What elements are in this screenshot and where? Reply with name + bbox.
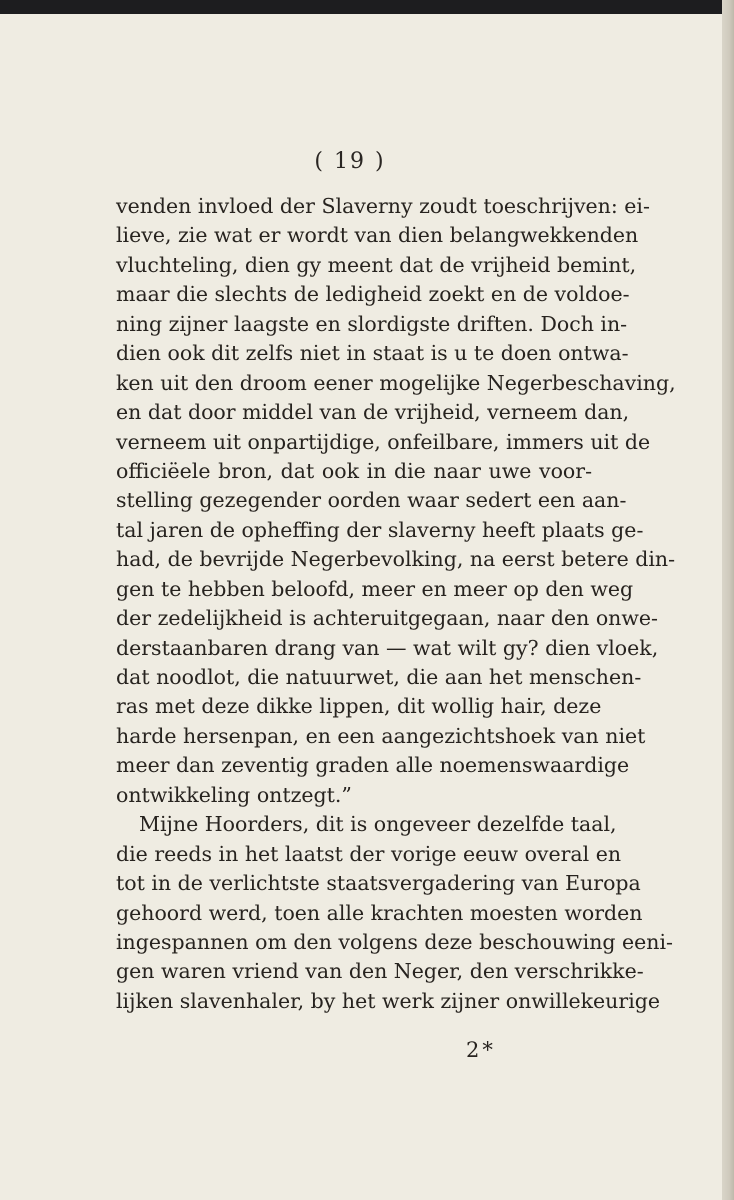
body-text <box>116 192 676 1016</box>
text-line: tot in de verlichtste staatsvergadering van Europa <box>116 871 641 896</box>
text-line: stelling gezegender oorden waar sedert een aan- <box>116 488 627 513</box>
text-line: ning zijner laagste en slordigste driften. Doch in- <box>116 311 628 336</box>
signature-mark: 2* <box>466 1038 496 1062</box>
text-line: en dat door middel van de vrijheid, verneem dan, <box>116 400 630 425</box>
text-line: gen waren vriend van den Neger, den verschrikke- <box>116 959 644 984</box>
text-line: vluchteling, dien gy meent dat de vrijheid bemint, <box>116 252 637 277</box>
text-line: gen te hebben beloofd, meer en meer op den weg <box>116 576 634 601</box>
text-line: ras met deze dikke lippen, dit wollig hair, deze <box>116 694 602 719</box>
text-line: gehoord werd, toen alle krachten moesten worden <box>116 900 643 925</box>
text-line: maar die slechts de ledigheid zoekt en de voldoe- <box>116 282 630 307</box>
text-line: der zedelijkheid is achteruitgegaan, naar den onwe- <box>116 606 658 631</box>
text-line: ingespannen om den volgens deze beschouwing eeni- <box>116 929 673 954</box>
text-line: had, de bevrijde Negerbevolking, na eerst betere din- <box>116 547 676 572</box>
text-line: dien ook dit zelfs niet in staat is u te doen ontwa- <box>116 341 629 366</box>
paragraph-start-line: Mijne Hoorders, dit is ongeveer dezelfde taal, <box>139 812 617 837</box>
text-line: die reeds in het laatst der vorige eeuw overal en <box>116 841 622 866</box>
paragraph-end-line: ontwikkeling ontzegt.” <box>116 782 352 807</box>
text-line: officiëele bron, dat ook in die naar uwe voor- <box>116 458 592 483</box>
text-line: dat noodlot, die natuurwet, die aan het menschen- <box>116 665 642 689</box>
page-right-edge <box>722 0 734 1200</box>
text-line: harde hersenpan, en een aangezichtshoek van niet <box>116 723 646 748</box>
text-line: verneem uit onpartijdige, onfeilbare, immers uit de <box>116 429 651 454</box>
page-number-header: ( 19 ) <box>314 149 386 174</box>
text-line: tal jaren de opheffing der slaverny heeft plaats ge- <box>116 517 644 542</box>
text-line: lijken slavenhaler, by het werk zijner onwillekeurige <box>116 988 661 1013</box>
text-line: venden invloed der Slaverny zoudt toeschrijven: ei- <box>116 194 650 218</box>
book-page <box>0 14 722 1200</box>
text-line: meer dan zeventig graden alle noemenswaardige <box>116 753 630 778</box>
text-line: derstaanbaren drang van — wat wilt gy? dien vloek, <box>116 635 659 660</box>
text-line: lieve, zie wat er wordt van dien belangwekkenden <box>116 223 639 248</box>
text-line: ken uit den droom eener mogelijke Negerbeschaving, <box>116 370 676 395</box>
scan-top-edge <box>0 0 734 14</box>
